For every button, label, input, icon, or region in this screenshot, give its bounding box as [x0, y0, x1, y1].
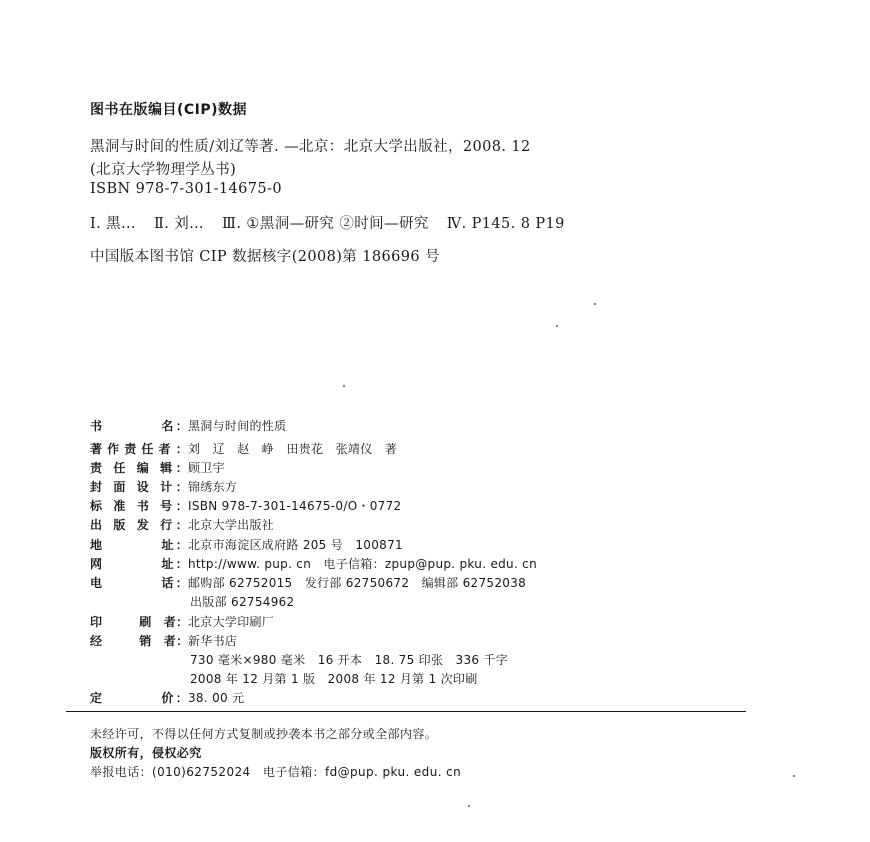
info-value: 北京大学印刷厂: [188, 615, 275, 629]
info-label: 印 刷 者：: [90, 615, 189, 629]
info-row-editor: [90, 462, 225, 474]
info-row-authors: [90, 443, 397, 455]
classification-item: Ⅲ. ①黑洞—研究 ②时间—研究: [222, 216, 429, 232]
info-value: ISBN 978-7-301-14675-0/O・0772: [188, 499, 402, 513]
info-row-publisher: [90, 519, 274, 531]
info-value: 北京大学出版社: [188, 518, 275, 532]
copyright-notice: 未经许可，不得以任何方式复制或抄袭本书之部分或全部内容。: [90, 727, 438, 741]
report-contact: 举报电话：(010)62752024 电子信箱：fd@pup. pku. edu. cn: [90, 765, 462, 779]
info-value: 锦绣东方: [188, 480, 238, 494]
info-row-address: [90, 539, 403, 551]
scan-speck: [594, 303, 596, 305]
info-value: 新华书店: [188, 634, 238, 648]
rights-reserved: 版权所有，侵权必究: [90, 746, 202, 760]
info-label: 责 任 编 辑：: [90, 461, 188, 475]
info-value: 刘 辽 赵 峥 田贵花 张靖仪 著: [188, 442, 398, 456]
info-label: 定 价：: [90, 691, 188, 705]
info-row-cover-design: [90, 481, 237, 493]
classification-item: Ⅰ. 黑…: [90, 216, 136, 232]
classification-item: Ⅱ. 刘…: [153, 216, 205, 232]
info-row-phone: [90, 577, 526, 589]
cip-verification-line: 中国版本图书馆 CIP 数据核字(2008)第 186696 号: [90, 249, 440, 265]
info-label: 出 版 发 行：: [90, 518, 188, 532]
info-value: http://www. pup. cn 电子信箱：zpup@pup. pku. edu. cn: [188, 557, 537, 571]
info-row-title: [90, 420, 286, 432]
scan-speck: [793, 775, 795, 777]
scan-speck: [556, 325, 558, 327]
cip-isbn-line: ISBN 978-7-301-14675-0: [90, 181, 282, 197]
info-value: 北京市海淀区成府路 205 号 100871: [188, 538, 403, 552]
info-spec-line: 730 毫米×980 毫米 16 开本 18. 75 印张 336 千字: [190, 653, 509, 667]
info-value: 顾卫宇: [188, 461, 225, 475]
info-row-price: [90, 692, 244, 704]
classification-item: Ⅳ. P145. 8 P19: [446, 216, 565, 232]
info-value: 38. 00 元: [188, 691, 245, 705]
info-phone-continuation: 出版部 62754962: [190, 595, 295, 609]
info-label: 地 址：: [90, 538, 188, 552]
cip-title: 图书在版编目(CIP)数据: [90, 102, 248, 118]
info-row-printer: [90, 616, 274, 628]
info-label: 著作责任者：: [90, 442, 188, 456]
cip-series-line: (北京大学物理学丛书): [90, 162, 237, 178]
divider-rule: [66, 711, 746, 712]
info-row-isbn: [90, 500, 401, 512]
info-value: 黑洞与时间的性质: [188, 419, 287, 433]
info-label: 封 面 设 计：: [90, 480, 188, 494]
info-label: 书 名：: [90, 419, 188, 433]
info-row-website: [90, 558, 537, 570]
info-label: 标 准 书 号：: [90, 499, 188, 513]
info-edition-line: 2008 年 12 月第 1 版 2008 年 12 月第 1 次印刷: [190, 672, 478, 686]
scan-speck: [468, 805, 470, 807]
cip-classification-line: [90, 217, 565, 232]
info-row-distributor: [90, 635, 237, 647]
info-label: 电 话：: [90, 576, 188, 590]
cip-bibliographic-line: 黑洞与时间的性质/刘辽等著. —北京：北京大学出版社，2008. 12: [90, 139, 531, 155]
scan-speck: [343, 385, 345, 387]
info-label: 经 销 者：: [90, 634, 189, 648]
info-label: 网 址：: [90, 557, 188, 571]
info-value: 邮购部 62752015 发行部 62750672 编辑部 62752038: [188, 576, 527, 590]
